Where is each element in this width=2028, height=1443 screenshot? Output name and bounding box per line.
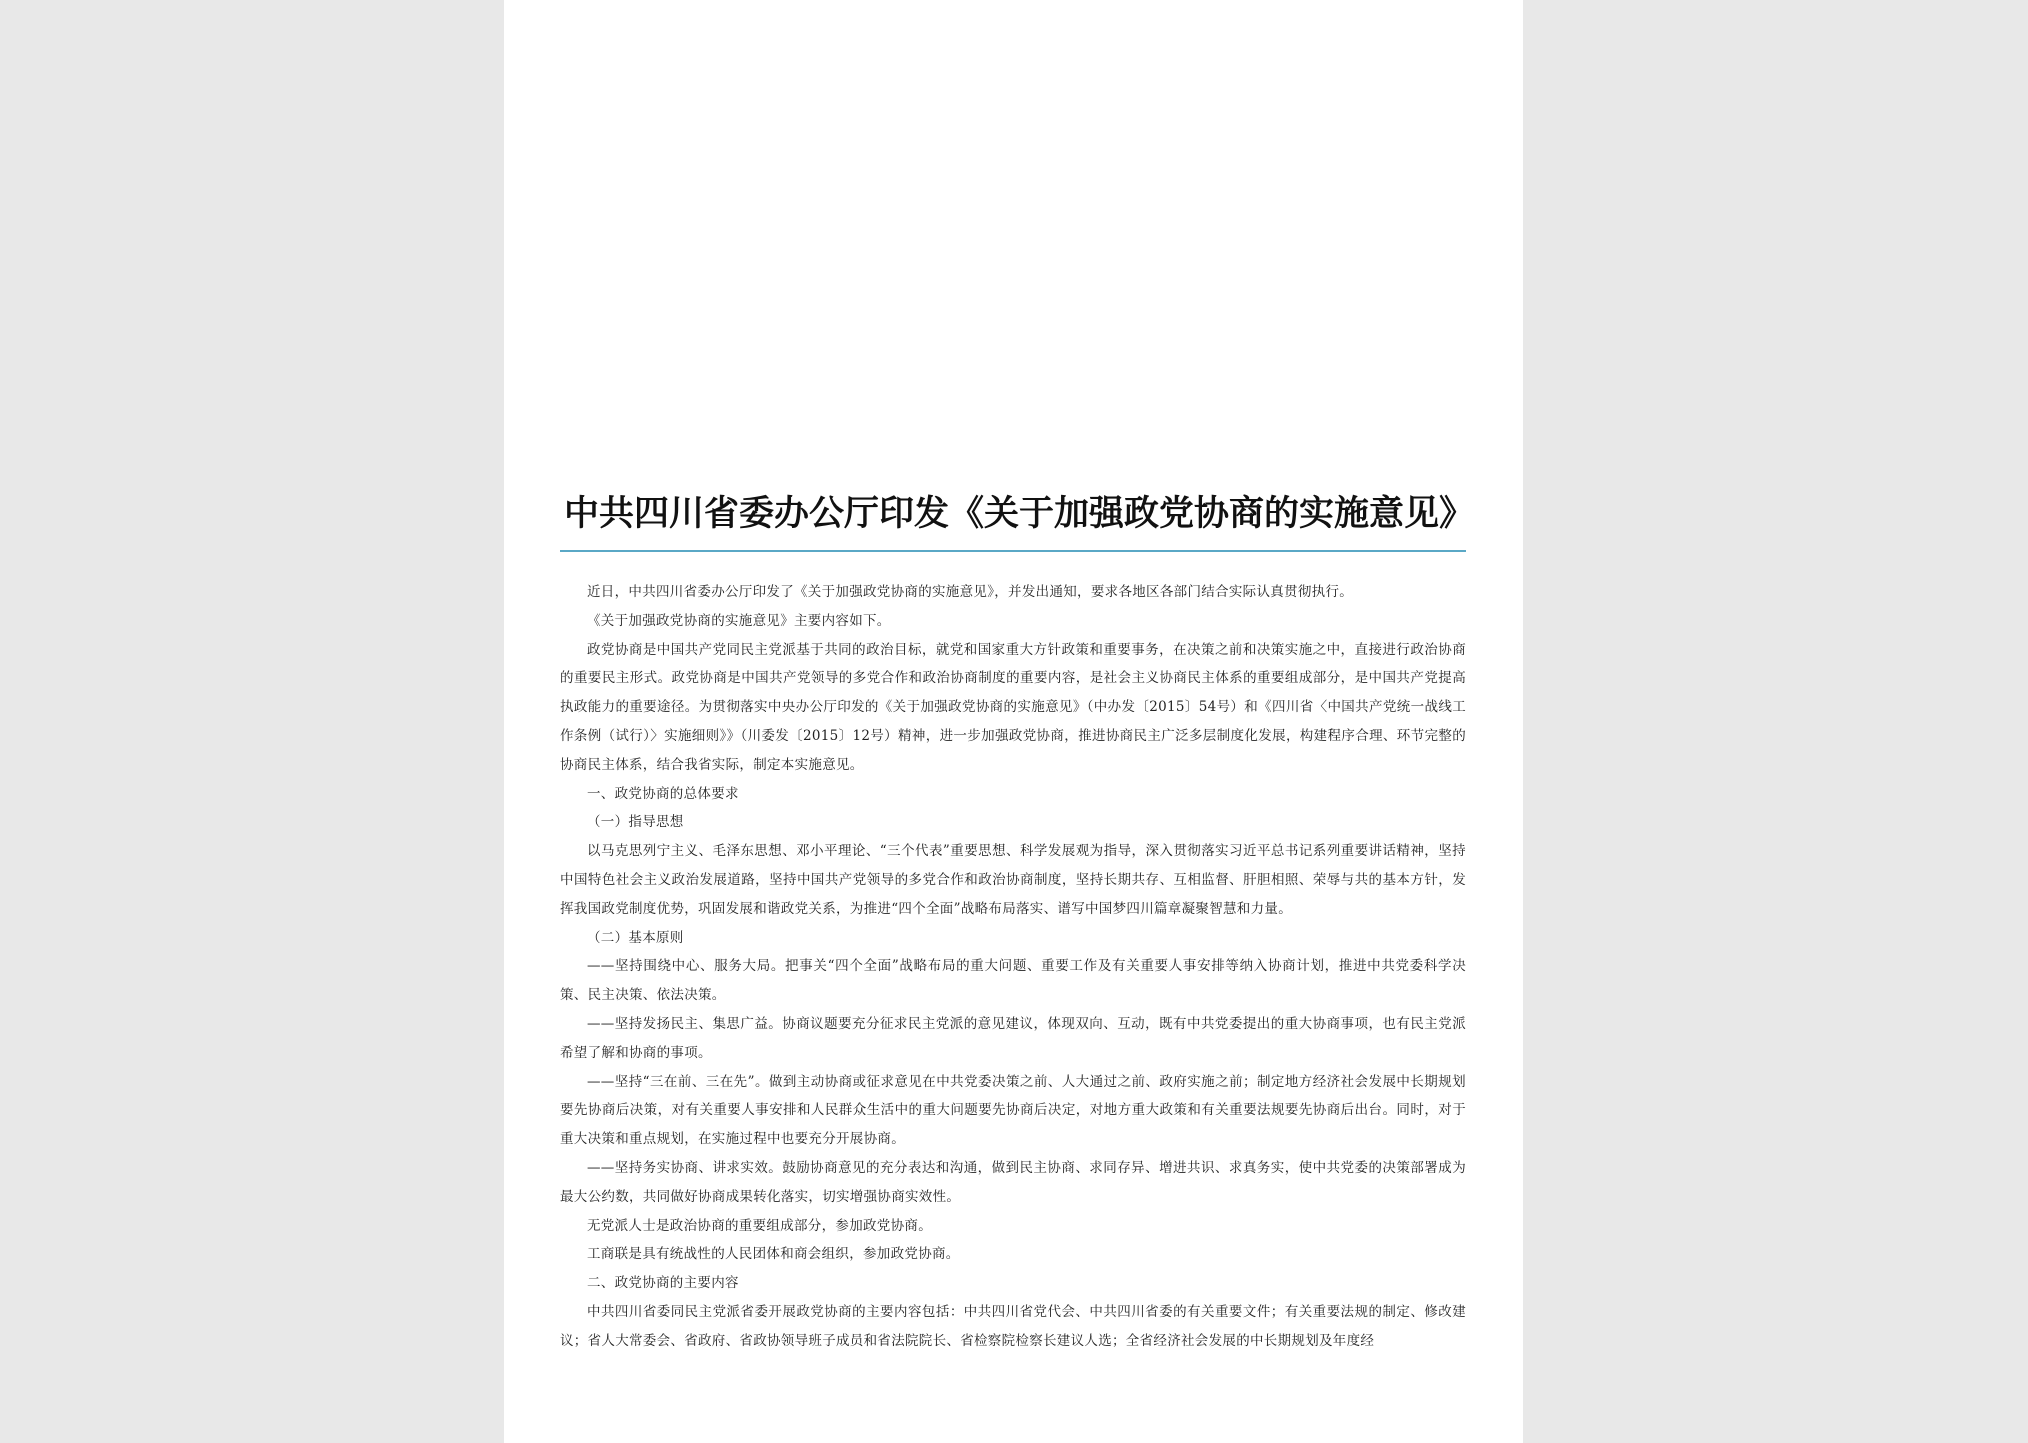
paragraph: 《关于加强政党协商的实施意见》主要内容如下。 [587,612,891,629]
paragraph: 近日，中共四川省委办公厅印发了《关于加强政党协商的实施意见》，并发出通知，要求各地区各部门结合实际认真贯彻执行。 [587,584,1354,600]
page-content [560,492,1475,1356]
title-divider [560,550,1466,552]
document-page [504,0,1523,1443]
paragraph: 政党协商是中国共产党同民主党派基于共同的政治目标，就党和国家重大方针政策和重要事务，在决策之前和决策实施之中，直接进行政治协商的重要民主形式。政党协商是中国共产党领导的多党合作和政治协商制度的重要内容，是社会主义协商民主体系的重要组成部分，是中国共产党提高执政能力的重要途径。为贯彻落实中央办公厅印发的《关于加强政党协商的实施意见》（中办发〔2015〕54号）和《四川省〈中国共产党统一战线工作条例（试行）〉实施细则》》（川委发〔2015〕12号）精神，进一步加强政党协商，推进协商民主广泛多层制度化发展，构建程序合理、环节完整的协商民主体系，结合我省实际，制定本实施意见。 [560,641,1466,773]
paragraph: 工商联是具有统战性的人民团体和商会组织，参加政党协商。 [587,1246,960,1263]
paragraph: 中共四川省委同民主党派省委开展政党协商的主要内容包括：中共四川省党代会、中共四川省委的有关重要文件；有关重要法规的制定、修改建议；省人大常委会、省政府、省政协领导班子成员和省法院院长、省检察院检察长建议人选；全省经济社会发展的中长期规划及年度经 [560,1303,1466,1349]
paragraph: 无党派人士是政治协商的重要组成部分，参加政党协商。 [587,1217,932,1234]
section-heading: 一、政党协商的总体要求 [587,785,739,802]
paragraph: ——坚持发扬民主、集思广益。协商议题要充分征求民主党派的意见建议，体现双向、互动，既有中共党委提出的重大协商事项，也有民主党派希望了解和协商的事项。 [560,1015,1466,1061]
subsection-heading: （二）基本原则 [587,929,684,946]
subsection-heading: （一）指导思想 [587,814,684,831]
paragraph: ——坚持务实协商、讲求实效。鼓励协商意见的充分表达和沟通，做到民主协商、求同存异、增进共识、求真务实，使中共党委的决策部署成为最大公约数，共同做好协商成果转化落实，切实增强协商实效性。 [560,1159,1466,1205]
document-title: 中共四川省委办公厅印发《关于加强政党协商的实施意见》 [564,493,1475,534]
paragraph: ——坚持围绕中心、服务大局。把事关“四个全面”战略布局的重大问题、重要工作及有关重要人事安排等纳入协商计划，推进中共党委科学决策、民主决策、依法决策。 [560,958,1466,1004]
document-body [560,578,1466,1356]
section-heading: 二、政党协商的主要内容 [587,1275,739,1292]
paragraph: ——坚持“三在前、三在先”。做到主动协商或征求意见在中共党委决策之前、人大通过之前、政府实施之前；制定地方经济社会发展中长期规划要先协商后决策，对有关重要人事安排和人民群众生活中的重大问题要先协商后决定，对地方重大政策和有关重要法规要先协商后出台。同时，对于重大决策和重点规划，在实施过程中也要充分开展协商。 [560,1073,1466,1148]
paragraph: 以马克思列宁主义、毛泽东思想、邓小平理论、“三个代表”重要思想、科学发展观为指导，深入贯彻落实习近平总书记系列重要讲话精神，坚持中国特色社会主义政治发展道路，坚持中国共产党领导的多党合作和政治协商制度，坚持长期共存、互相监督、肝胆相照、荣辱与共的基本方针，发挥我国政党制度优势，巩固发展和谐政党关系，为推进“四个全面”战略布局落实、谱写中国梦四川篇章凝聚智慧和力量。 [560,843,1466,917]
